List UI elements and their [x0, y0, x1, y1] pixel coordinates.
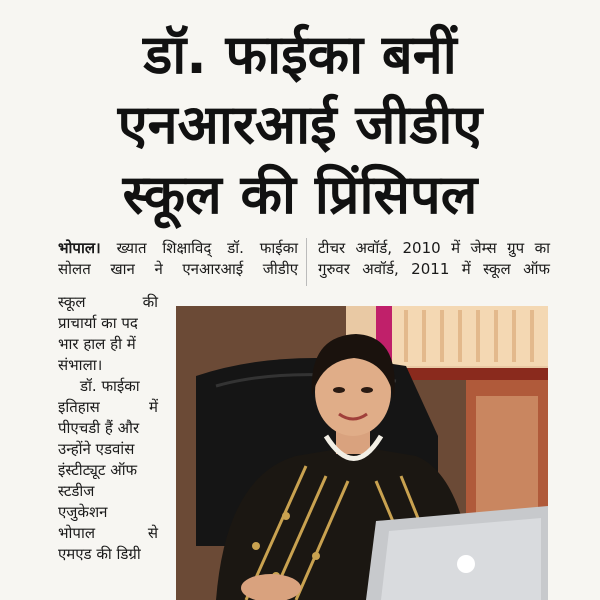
article-line: पीएचडी हैं और [58, 419, 140, 437]
article-line: स्कूल की [58, 293, 158, 311]
article-line [58, 238, 298, 259]
article-line: एमएड की डिग्री [58, 545, 141, 563]
headline-line-3: स्कूल की प्रिंसिपल [122, 163, 478, 226]
article-line: सोलत खान ने एनआरआई जीडीए [58, 260, 298, 278]
headline-line-2: एनआरआई जीडीए [117, 93, 483, 156]
article-line: उन्होंने एडवांस [58, 440, 135, 458]
article-line: गुरुवर अवॉर्ड, 2011 में स्कूल ऑफ [318, 260, 550, 278]
article-line: संभाला। [58, 356, 103, 374]
article-line: एजुकेशन [58, 503, 108, 521]
dateline: भोपाल। [58, 239, 101, 257]
article-line: प्राचार्या का पद [58, 314, 138, 332]
article-right-top [318, 238, 550, 280]
headline [0, 20, 600, 230]
article-left-top [58, 238, 298, 280]
article-line: इंस्टीट्यूट ऑफ [58, 461, 138, 479]
article-line: डॉ. फाईका [80, 377, 140, 395]
article-text: ख्यात शिक्षाविद् डॉ. फाईका [116, 239, 298, 257]
article-line: टीचर अवॉर्ड, 2010 में जेम्स ग्रुप का [318, 239, 550, 257]
article-line: इतिहास में [58, 398, 158, 416]
article-line: स्टडीज [58, 482, 95, 500]
article-line: भार हाल ही में [58, 335, 136, 353]
article-line: भोपाल से [58, 524, 158, 542]
column-divider [306, 238, 307, 286]
article-left-column [58, 292, 158, 565]
headline-line-1: डॉ. फाईका बनीं [143, 23, 457, 86]
principal-photo [176, 306, 548, 600]
